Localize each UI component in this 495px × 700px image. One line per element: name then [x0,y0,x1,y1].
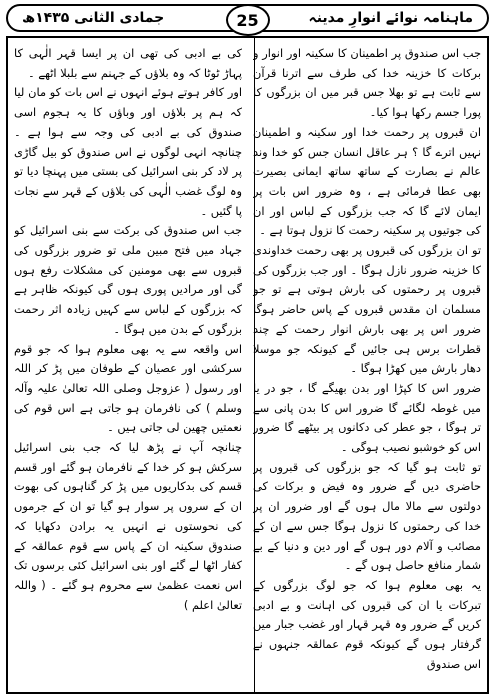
page-number: 25 [226,4,270,36]
paragraph: جب اس صندوق کی برکت سے بنی اسرائیل کو جہاد میں فتح مبین ملی تو ضرور بزرگوں کی قبروں سے بھی مومنین کی مشکلات رفع ہوں گی اور مرادیں پوری ہوں گی کیونکہ ظاہر ہے کہ بزرگوں کے لباس سے کہیں زیادہ اثر رحمت بزرگوں کے بدن میں ہوگا ۔ [14,223,242,336]
paragraph: اس واقعہ سے یہ بھی معلوم ہوا کہ جو قوم سرکشی اور عصیان کے طوفان میں پڑ کر اللہ اور رسول ( عزوجل وصلی اللہ تعالیٰ علیہ وآلہ وسلم ) کی نافرمان ہو جاتی ہے اس قوم کی نعمتیں چھین لی جاتی ہیں ۔ [14,341,242,435]
paragraph: یہ بھی معلوم ہوا کہ جو لوگ بزرگوں کے تبرکات یا ان کی قبروں کی اہانت و بے ادبی کریں گے ضرور وہ قہر قہار اور غضب جبار میں گرفتار ہوں گے کیونکہ قوم عمالقہ جنہوں نے اس صندوق [253,577,481,671]
paragraph: تو ثابت ہو گیا کہ جو بزرگوں کی قبروں پر حاضری دیں گے ضرور وہ فیض و برکات کی دولتوں سے مالا مال ہوں گے اور ضرور ان پر خدا کی رحمتوں کا نزول ہوگا جس سے ان کے مصائب و آلام دور ہوں گے اور دین و دنیا کے بے شمار منافع حاصل ہوں گے ۔ [253,459,481,573]
paragraph: جب اس صندوق پر اطمینان کا سکینہ اور انوار و برکات کا خزینہ خدا کی طرف سے اترنا قرآن سے ثابت ہے تو بھلا جس قبر میں ان بزرگوں کا پورا جسم رکھا ہوا کیا۔ [253,46,481,120]
magazine-title: ماہنامہ نوائے انوارِ مدینہ [308,10,473,26]
paragraph: اور کافر ہوتے ہوئے انہوں نے اس بات کو مان لیا کہ ہم پر بلاؤں اور وباؤں کا یہ ہجوم اسی صندوق کی بے ادبی کی وجہ سے ہوا ہے ۔ چنانچہ انہی لوگوں نے اس صندوق کو بیل گاڑی پر لاد کر بنی اسرائیل کی بستی میں پہنچا دیا تو وہ لوگ غضب الٰہی کی بلاؤں کے قہر سے نجات پا گئیں ۔ [14,85,242,218]
left-column [14,44,242,686]
paragraph: ضرور اس کا کپڑا اور بدن بھیگے گا ، جو در یا میں غوطہ لگائے گا ضرور اس کا بدن پانی سے تر ہوگا ، جو عطر کی دکانوں پر بیٹھے گا ضرور اس کو خوشبو نصیب ہوگی ۔ [253,380,481,455]
page-header [6,4,489,32]
text-frame [6,36,489,694]
right-column [253,44,481,686]
paragraph: کی بے ادبی کی تھی ان پر ایسا قہر الٰہی کا پہاڑ ٹوٹا کہ وہ بلاؤں کے جہنم سے بلبلا اٹھے ۔ [14,46,242,80]
paragraph: تو ان بزرگوں کی قبروں پر بھی رحمت خداوندی کا خزینہ ضرور نازل ہوگا ۔ اور جب بزرگوں کی قبروں پر رحمتوں کی بارش ہوتی ہے تو جو مسلمان ان مقدس قبروں کے پاس حاضر ہوگا ضرور اس پر بھی بارش انوار رحمت کے چند قطرات برس ہی جائیں گے کیونکہ جو موسلا دھار بارش میں کھڑا ہوگا ۔ [253,243,481,376]
paragraph: ان قبروں پر رحمت خدا اور سکینہ و اطمینان نہیں اترے گا ؟ ہر عاقل انسان جس کو خدا وند عالم نے بصارت کے ساتھ ساتھ ایمانی بصیرت بھی عطا فرمائی ہے ، وہ ضرور اس بات پر ایمان لائے گا کہ جب بزرگوں کے لباس اور ان کی جوتیوں پر سکینہ رحمت کا نزول ہوتا ہے ۔ [253,124,481,238]
issue-date: جمادی الثانی ۱۴۳۵ھ [22,10,165,26]
paragraph: چنانچہ آپ نے پڑھ لیا کہ جب بنی اسرائیل سرکش ہو کر خدا کے نافرمان ہو گئے اور قسم قسم کی بدکاریوں میں پڑ کر گناہوں کی بھوت ان کے سروں پر سوار ہو گیا تو ان کے جرموں کی نحوستوں نے انہیں یہ برادن دکھایا کہ صندوق سکینہ ان کے پاس سے قوم عمالقہ کے کفار اٹھا لے گئے اور بنی اسرائیل کئی برسوں تک اس نعمت عظمیٰ سے محروم ہو گئے ۔ ( واللہ تعالیٰ اعلم ) [14,440,242,612]
